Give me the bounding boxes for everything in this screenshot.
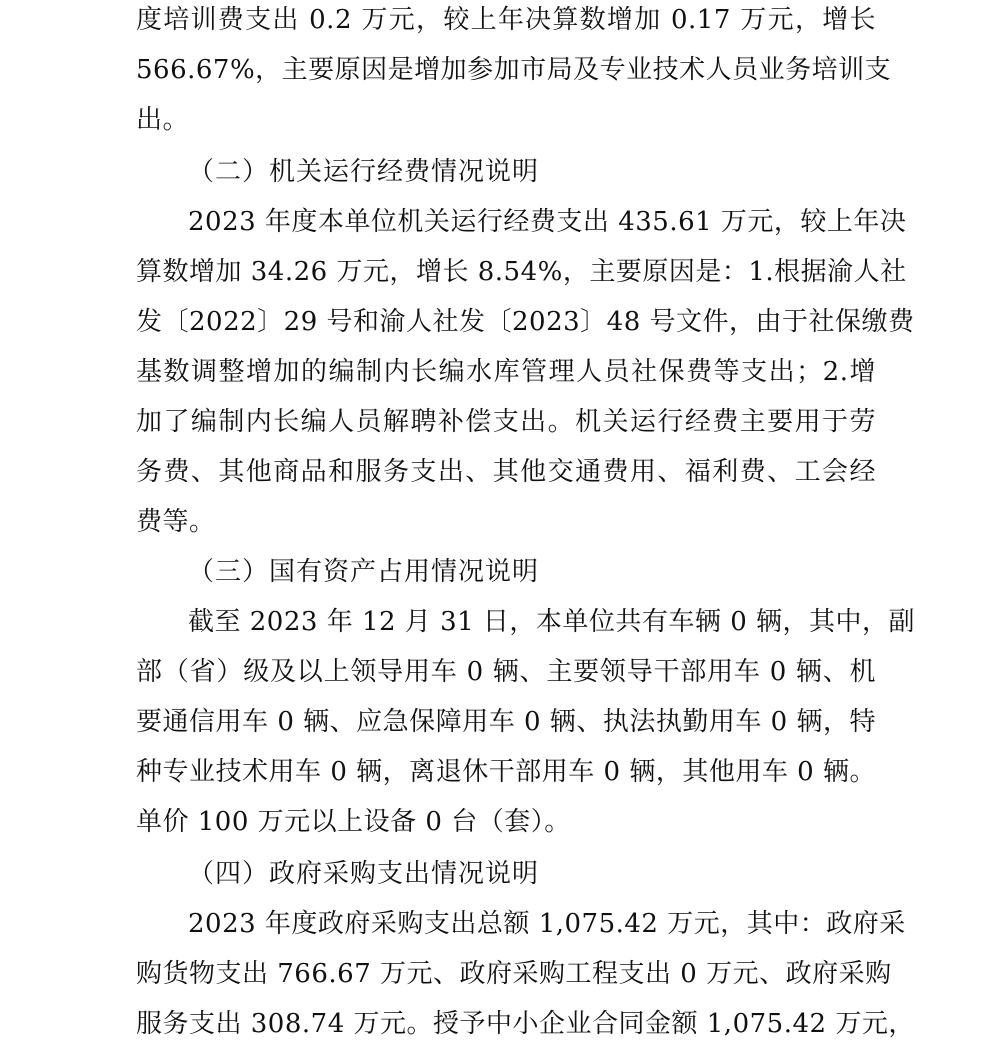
- body-line-21: 服务支出 308.74 万元。授予中小企业合同金额 1,075.42 万元，: [136, 1009, 915, 1039]
- body-line-6: 算数增加 34.26 万元，增长 8.54%，主要原因是：1.根据渝人社: [136, 257, 907, 287]
- body-line-19: 2023 年度政府采购支出总额 1,075.42 万元，其中：政府采: [188, 909, 906, 939]
- section-heading-3: （三）国有资产占用情况说明: [188, 557, 540, 587]
- section-heading-4: （四）政府采购支出情况说明: [188, 859, 540, 889]
- body-line-7: 发〔2022〕29 号和渝人社发〔2023〕48 号文件，由于社保缴费: [136, 307, 915, 337]
- body-line-1: 度培训费支出 0.2 万元，较上年决算数增加 0.17 万元，增长: [136, 5, 876, 35]
- body-line-9: 加了编制内长编人员解聘补偿支出。机关运行经费主要用于劳: [136, 407, 876, 437]
- body-line-11: 费等。: [136, 507, 216, 537]
- body-line-15: 要通信用车 0 辆、应急保障用车 0 辆、执法执勤用车 0 辆，特: [136, 707, 876, 737]
- section-heading-2: （二）机关运行经费情况说明: [188, 157, 540, 187]
- body-line-2: 566.67%，主要原因是增加参加市局及专业技术人员业务培训支: [136, 55, 892, 85]
- body-line-17: 单价 100 万元以上设备 0 台（套）。: [136, 807, 571, 837]
- body-line-10: 务费、其他商品和服务支出、其他交通费用、福利费、工会经: [136, 457, 876, 487]
- body-line-13: 截至 2023 年 12 月 31 日，本单位共有车辆 0 辆，其中，副: [188, 607, 915, 637]
- body-line-20: 购货物支出 766.67 万元、政府采购工程支出 0 万元、政府采购: [136, 959, 892, 989]
- body-line-14: 部（省）级及以上领导用车 0 辆、主要领导干部用车 0 辆、机: [136, 657, 876, 687]
- body-line-8: 基数调整增加的编制内长编水库管理人员社保费等支出；2.增: [136, 357, 876, 387]
- body-line-16: 种专业技术用车 0 辆，离退休干部用车 0 辆，其他用车 0 辆。: [136, 757, 876, 787]
- body-line-5: 2023 年度本单位机关运行经费支出 435.61 万元，较上年决: [188, 207, 907, 237]
- body-line-3: 出。: [136, 105, 190, 135]
